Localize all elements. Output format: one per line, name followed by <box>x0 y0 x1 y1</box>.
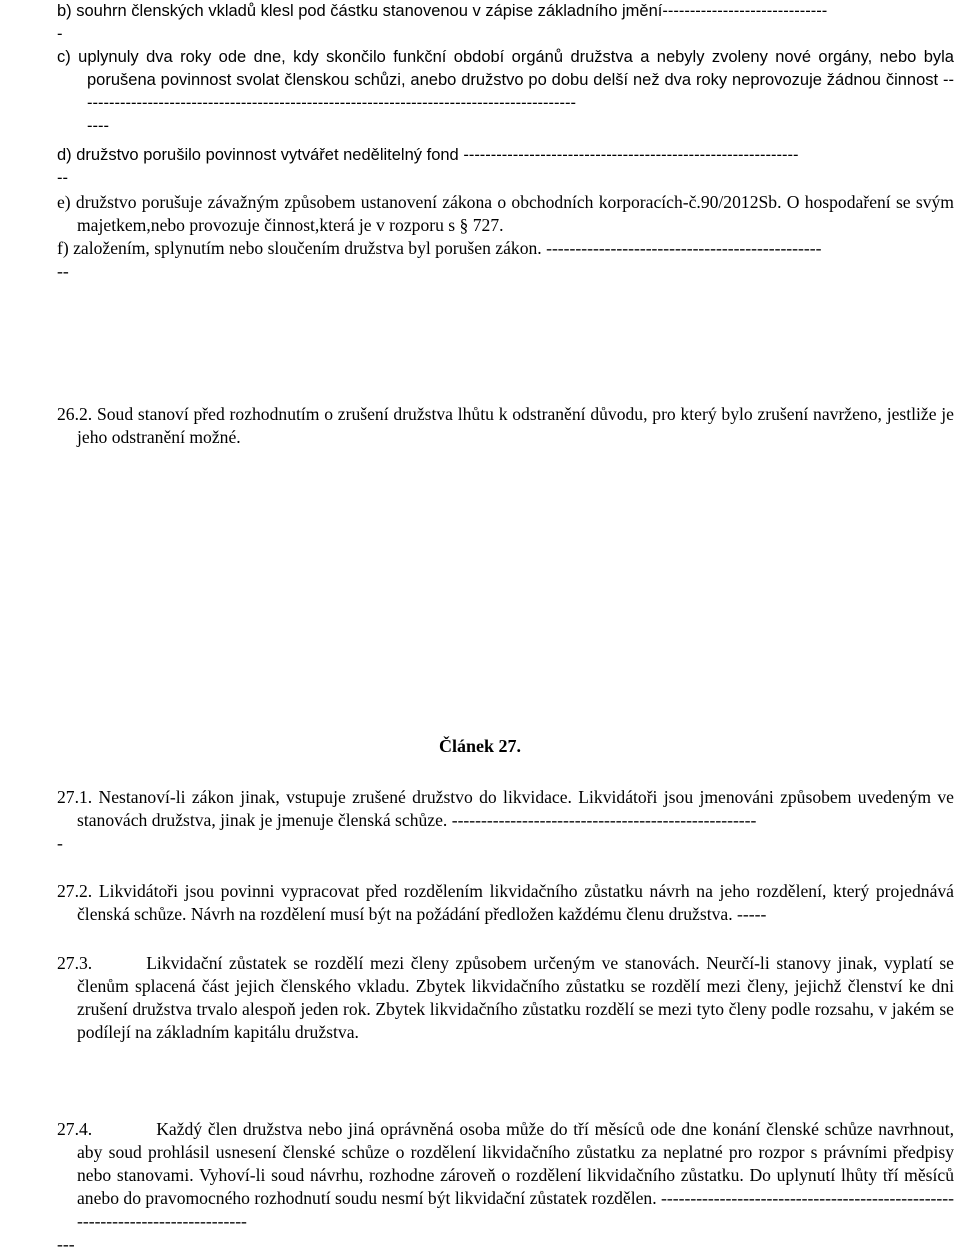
item-f-dash: ----------------------------------------------- <box>546 238 822 258</box>
item-e-text: e) družstvo porušuje závažným způsobem ustanovení zákona o obchodních korporacích-č.90/2012Sb. O hospodaření se svým majetkem,nebo provozuje činnost,která je v rozporu s § 727. <box>57 192 954 235</box>
item-f <box>57 237 954 283</box>
section-27-3 <box>57 952 954 1044</box>
section-27-4-number: 27.4. <box>57 1119 93 1139</box>
item-b-dash-cont: - <box>57 25 63 43</box>
section-27-4-dash: ------------------------------------------------------------------------------- <box>77 1188 954 1231</box>
section-27-4-dash-cont: --- <box>57 1234 75 1254</box>
item-f-dash-cont: -- <box>57 261 69 281</box>
section-27-2-dash: ----- <box>737 904 767 924</box>
section-27-2-number: 27.2. <box>57 881 93 901</box>
item-d-dash-cont: -- <box>57 169 68 187</box>
item-c-dash: ------------------------------------------------------------------------------------------- <box>87 71 954 112</box>
item-b-dash: ------------------------------ <box>662 2 828 20</box>
item-e <box>57 191 954 237</box>
section-27-4-text: Každý člen družstva nebo jiná oprávněná osoba může do tří měsíců ode dne konání členské schůze navrhnout, aby soud prohlásil usnesení členské schůze o rozdělení likvidačního zůstatku za neplatné pro rozpor s právními předpisy nebo stanovami. Vyhoví-li soud návrhu, rozhodne zároveň o rozdělení likvidačního zůstatku. Do uplynutí lhůty tří měsíců anebo do pravomocného rozhodnutí soudu nesmí být likvidační zůstatek rozdělen. <box>77 1119 954 1208</box>
item-b-text: b) souhrn členských vkladů klesl pod částku stanovenou v zápise základního jmění <box>57 2 663 20</box>
section-27-3-number: 27.3. <box>57 953 93 973</box>
item-c <box>57 46 954 138</box>
section-27-2-text: Likvidátoři jsou povinni vypracovat před rozdělením likvidačního zůstatku návrh na jeho rozdělení, který projednává členská schůze. Návrh na rozdělení musí být na požádání předložen každému členu družstva. <box>77 881 954 924</box>
section-26-2-text: Soud stanoví před rozhodnutím o zrušení družstva lhůtu k odstranění důvodu, pro který bylo zrušení navrženo, jestliže je jeho odstranění možné. <box>77 404 954 447</box>
section-27-1-dash-cont: - <box>57 833 63 853</box>
item-f-text: f) založením, splynutím nebo sloučením družstva byl porušen zákon. <box>57 238 542 258</box>
section-27-4 <box>57 1118 954 1256</box>
item-d-dash: ------------------------------------------------------------- <box>463 146 799 164</box>
section-26-2 <box>57 403 954 449</box>
section-27-1-number: 27.1. <box>57 787 93 807</box>
section-27-2 <box>57 880 954 926</box>
section-27-1-dash: ---------------------------------------------------- <box>451 810 757 830</box>
section-27-1 <box>57 786 954 855</box>
item-b <box>57 0 954 46</box>
section-27-1-text: Nestanoví-li zákon jinak, vstupuje zrušené družstvo do likvidace. Likvidátoři jsou jmenováni způsobem uvedeným ve stanovách družstva, jinak je jmenuje členská schůze. <box>77 787 954 830</box>
section-27-3-text: Likvidační zůstatek se rozdělí mezi členy způsobem určeným ve stanovách. Neurčí-li stanovy jinak, vyplatí se členům splacená část jejich členského vkladu. Zbytek likvidačního zůstatku se rozdělí mezi členy, jejichž členství ke dni zrušení družstva trvalo alespoň jeden rok. Zbytek likvidačního zůstatku rozdělí se mezi tyto členy podle rozsahu, v jakém se podílejí na základním kapitálu družstva. <box>77 953 954 1042</box>
item-c-dash-cont: ---- <box>87 117 109 135</box>
item-c-text: c) uplynuly dva roky ode dne, kdy skončilo funkční období orgánů družstva a nebyly zvoleny nové orgány, nebo byla porušena povinnost svolat členskou schůzi, anebo družstvo po dobu delší než dva roky neprovozuje žádnou činnost <box>57 48 954 89</box>
article-heading: Článek 27. <box>438 736 521 756</box>
item-d <box>57 144 954 190</box>
section-26-2-number: 26.2. <box>57 404 93 424</box>
item-d-text: d) družstvo porušilo povinnost vytvářet nedělitelný fond <box>57 146 459 164</box>
